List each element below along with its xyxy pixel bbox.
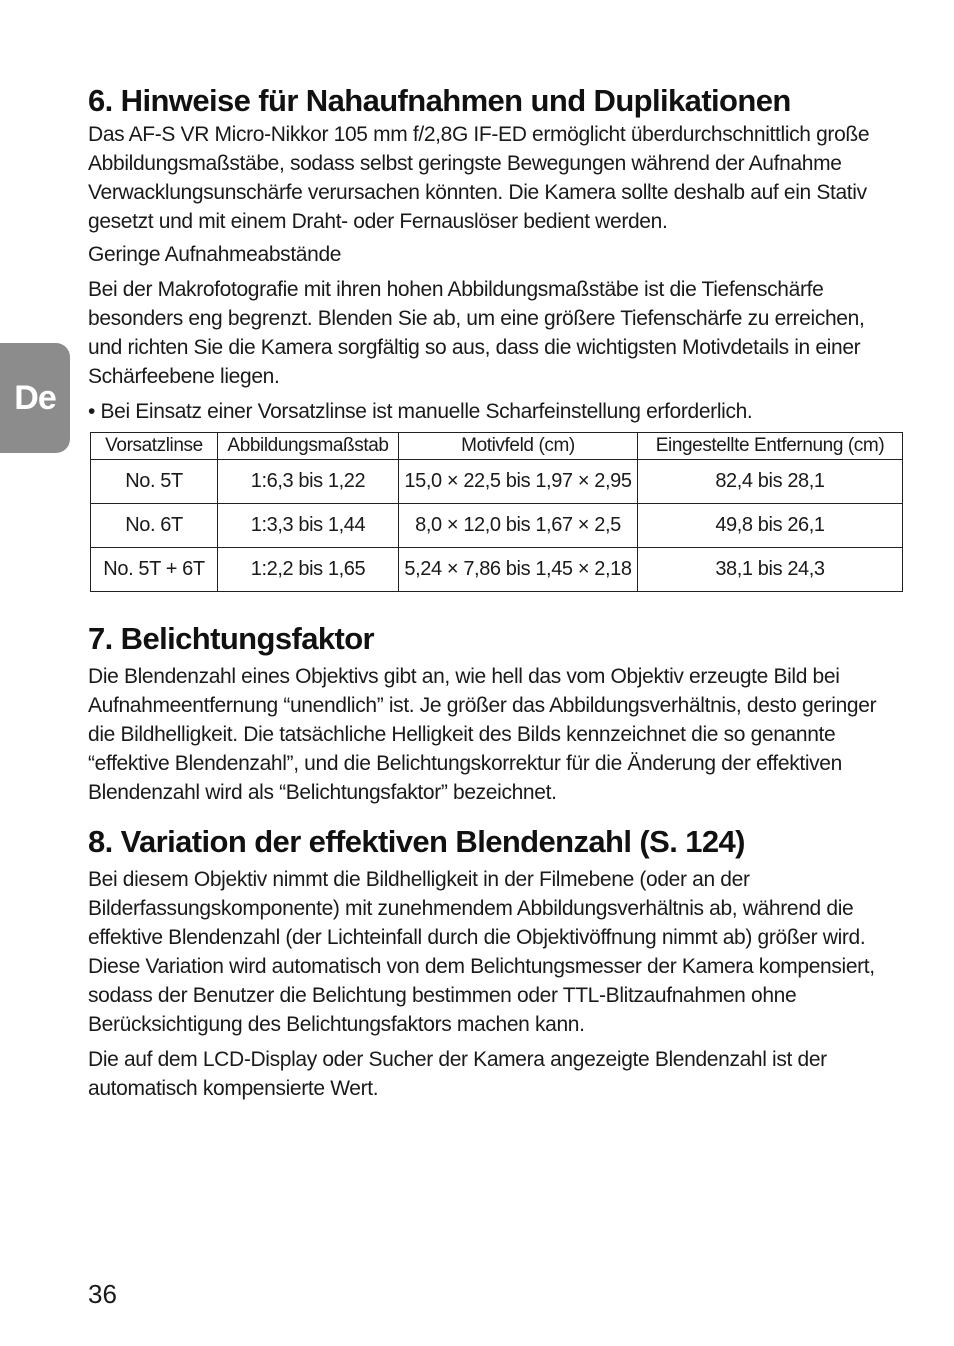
language-tab-label: De (14, 378, 56, 417)
table-header-cell: Eingestellte Entfernung (cm) (638, 433, 903, 460)
section-6-heading: 6. Hinweise für Nahaufnahmen und Duplikationen (88, 83, 791, 118)
section-8-body-2: Die auf dem LCD-Display oder Sucher der Kamera angezeigte Blendenzahl ist der automatisch kompensierte Wert. (88, 1048, 827, 1100)
page-number: 36 (88, 1279, 117, 1309)
table-cell: No. 5T (91, 460, 218, 504)
table-cell: No. 6T (91, 504, 218, 548)
table-cell: 38,1 bis 24,3 (638, 548, 903, 592)
table-cell: No. 5T + 6T (91, 548, 218, 592)
section-6-subheading: Geringe Aufnahmeabstände (88, 243, 342, 266)
closeup-lens-table (90, 432, 903, 592)
section-7-body: Die Blendenzahl eines Objektivs gibt an, wie hell das vom Objektiv erzeugte Bild bei Aufnahmeentfernung “unendlich” ist. Je größer das Abbildungsverhältnis, desto geringer die Bildhelligkeit. Die tatsächliche Helligkeit des Bilds kennzeichnet die so genannte “effektive Blendenzahl”, und die Belichtungskorrektur für die Änderung der effektiven Blendenzahl wird als “Belichtungsfaktor” bezeichnet. (88, 665, 877, 804)
section-8-heading: 8. Variation der effektiven Blendenzahl (S. 124) (88, 824, 745, 859)
section-6-bullet: • Bei Einsatz einer Vorsatzlinse ist manuelle Scharfeinstellung erforderlich. (88, 400, 753, 423)
table-cell: 49,8 bis 26,1 (638, 504, 903, 548)
table-cell: 1:6,3 bis 1,22 (218, 460, 399, 504)
table-header-cell: Abbildungsmaßstab (218, 433, 399, 460)
table-cell: 5,24 × 7,86 bis 1,45 × 2,18 (399, 548, 638, 592)
table-row (91, 504, 903, 548)
section-6-body: Bei der Makrofotografie mit ihren hohen Abbildungsmaßstäbe ist die Tiefenschärfe besonders eng begrenzt. Blenden Sie ab, um eine größere Tiefenschärfe zu erreichen, und richten Sie die Kamera sorgfältig so aus, dass die wichtigsten Motivdetails in einer Schärfeebene liegen. (88, 278, 865, 388)
table-cell: 82,4 bis 28,1 (638, 460, 903, 504)
table-cell: 1:2,2 bis 1,65 (218, 548, 399, 592)
section-6-intro: Das AF-S VR Micro-Nikkor 105 mm f/2,8G IF-ED ermöglicht überdurchschnittlich große Abbildungsmaßstäbe, sodass selbst geringste Bewegungen während der Aufnahme Verwacklungsunschärfe verursachen könnten. Die Kamera sollte deshalb auf ein Stativ gesetzt und mit einem Draht- oder Fernauslöser bedient werden. (88, 123, 870, 233)
table-header-cell: Vorsatzlinse (91, 433, 218, 460)
table-header-cell: Motivfeld (cm) (399, 433, 638, 460)
table-row (91, 548, 903, 592)
section-7-heading: 7. Belichtungsfaktor (88, 621, 374, 656)
table-row (91, 460, 903, 504)
table-cell: 8,0 × 12,0 bis 1,67 × 2,5 (399, 504, 638, 548)
table-cell: 15,0 × 22,5 bis 1,97 × 2,95 (399, 460, 638, 504)
language-tab (0, 343, 70, 453)
page-content (88, 82, 902, 1103)
section-8-body-1: Bei diesem Objektiv nimmt die Bildhelligkeit in der Filmebene (oder an der Bilderfassungskomponente) mit zunehmendem Abbildungsverhältnis ab, während die effektive Blendenzahl (der Lichteinfall durch die Objektivöffnung nimmt ab) größer wird. Diese Variation wird automatisch von dem Belichtungsmesser der Kamera kompensiert, sodass der Benutzer die Belichtung bestimmen oder TTL-Blitzaufnahmen ohne Berücksichtigung des Belichtungsfaktors machen kann. (88, 868, 875, 1036)
table-header-row (91, 433, 903, 460)
table-cell: 1:3,3 bis 1,44 (218, 504, 399, 548)
